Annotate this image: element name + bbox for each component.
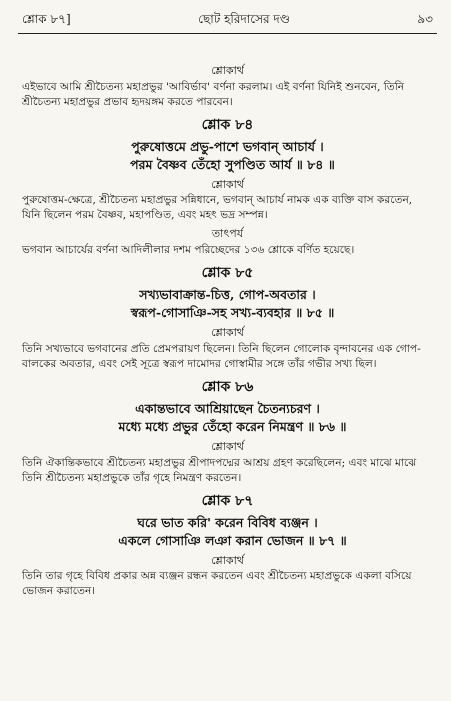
verse-line: সখ্যভাবাক্রান্ত-চিত্ত, গোপ-অবতার । (139, 286, 316, 302)
translation-text: তিনি ঐকান্তিকভাবে শ্রীচৈতন্য মহাপ্রভুর শ্রীপাদপদ্মের আশ্রয় গ্রহণ করেছিলেন; এবং মাঝে মাঝে তিনি শ্রীচৈতন্য মহাপ্রভুকে তাঁর গৃহে নিমন্ত্রণ করতেন। (22, 456, 417, 484)
page-content (22, 60, 433, 602)
verse-line: ঘরে ভাত করি' করেন বিবিধ ব্যঞ্জন । (137, 514, 318, 530)
verse-line: পরম বৈষ্ণব তেঁহো সুপণ্ডিত আর্য ॥ ৮৪ ॥ (130, 156, 335, 172)
verse-heading-86: শ্লোক ৮৬ (201, 378, 254, 395)
translation-text: তিনি সখ্যভাবে ভগবানের প্রতি প্রেমপরায়ণ ছিলেন। তিনি ছিলেন গোলোক বৃন্দাবনের এক গোপ-বালকের অবতার, এবং সেই সূত্রে স্বরূপ দামোদর গোস্বামীর সঙ্গে তাঁর গভীর সখ্য ছিল। (22, 342, 421, 370)
verse-line: একলে গোসাঞি লঞা করান ভোজন ॥ ৮৭ ॥ (118, 532, 347, 548)
verse-heading-85: শ্লোক ৮৫ (201, 265, 254, 282)
translation-label: শ্লোকার্থ (211, 553, 244, 567)
translation-label: শ্লোকার্থ (211, 64, 244, 77)
verse-line: পুরুষোত্তমে প্রভু-পাশে ভগবান্ আচার্য । (131, 138, 324, 154)
verse-line: একান্তভাবে আশ্রিয়াছেন চৈতন্যচরণ । (135, 400, 320, 416)
verse-line: মধ্যে মধ্যে প্রভুর তেঁহো করেন নিমন্ত্রণ ॥ ৮৬ ॥ (118, 418, 347, 434)
header-chapter-title: ছোট হরিদাসের দণ্ড (198, 12, 290, 26)
header-verse-ref: শ্লোক ৮৭] (22, 12, 71, 26)
translation-text: তিনি তার গৃহে বিবিধ প্রকার অন্ন ব্যঞ্জন রন্ধন করতেন এবং শ্রীচৈতন্য মহাপ্রভুকে একলা বসিয়ে ভোজন করাতেন। (22, 570, 412, 598)
translation-text: পুরুষোত্তম-ক্ষেত্রে, শ্রীচৈতন্য মহাপ্রভুর সন্নিধানে, ভগবান্ আচার্য নামক এক ব্যক্তি বাস করতেন, যিনি ছিলেন পরম বৈষ্ণব, মহাপণ্ডিত, এবং মহৎ ভদ্র সম্পন্ন। (22, 194, 413, 222)
translation-text: এইভাবে আমি শ্রীচৈতন্য মহাপ্রভুর 'আবির্ভাব' বর্ণনা করলাম। এই বর্ণনা যিনিই শুনবেন, তিনি শ্রীচৈতন্য মহাপ্রভুর প্রভাব হৃদয়ঙ্গম করতে পারবেন। (22, 80, 405, 108)
translation-label: শ্লোকার্থ (211, 440, 244, 454)
purport-text: ভগবান আচার্যের বর্ণনা আদিলীলার দশম পরিচ্ছেদের ১৩৬ শ্লোকে বর্ণিত হয়েছে। (22, 244, 355, 257)
verse-86 (22, 400, 433, 436)
header-rule (18, 33, 437, 34)
verse-84 (22, 138, 433, 174)
translation-label: শ্লোকার্থ (211, 326, 244, 340)
page-number: ৯৩ (417, 12, 433, 26)
verse-87 (22, 514, 433, 550)
verse-line: স্বরূপ-গোসাঞি-সহ সখ্য-ব্যবহার ॥ ৮৫ ॥ (130, 305, 335, 321)
verse-85 (22, 286, 433, 322)
purport-label: তাৎপর্য (211, 227, 244, 241)
verse-heading-87: শ্লোক ৮৭ (201, 492, 254, 509)
verse-heading-84: শ্লোক ৮৪ (201, 116, 254, 133)
translation-label: শ্লোকার্থ (211, 177, 244, 191)
running-header (22, 10, 433, 32)
